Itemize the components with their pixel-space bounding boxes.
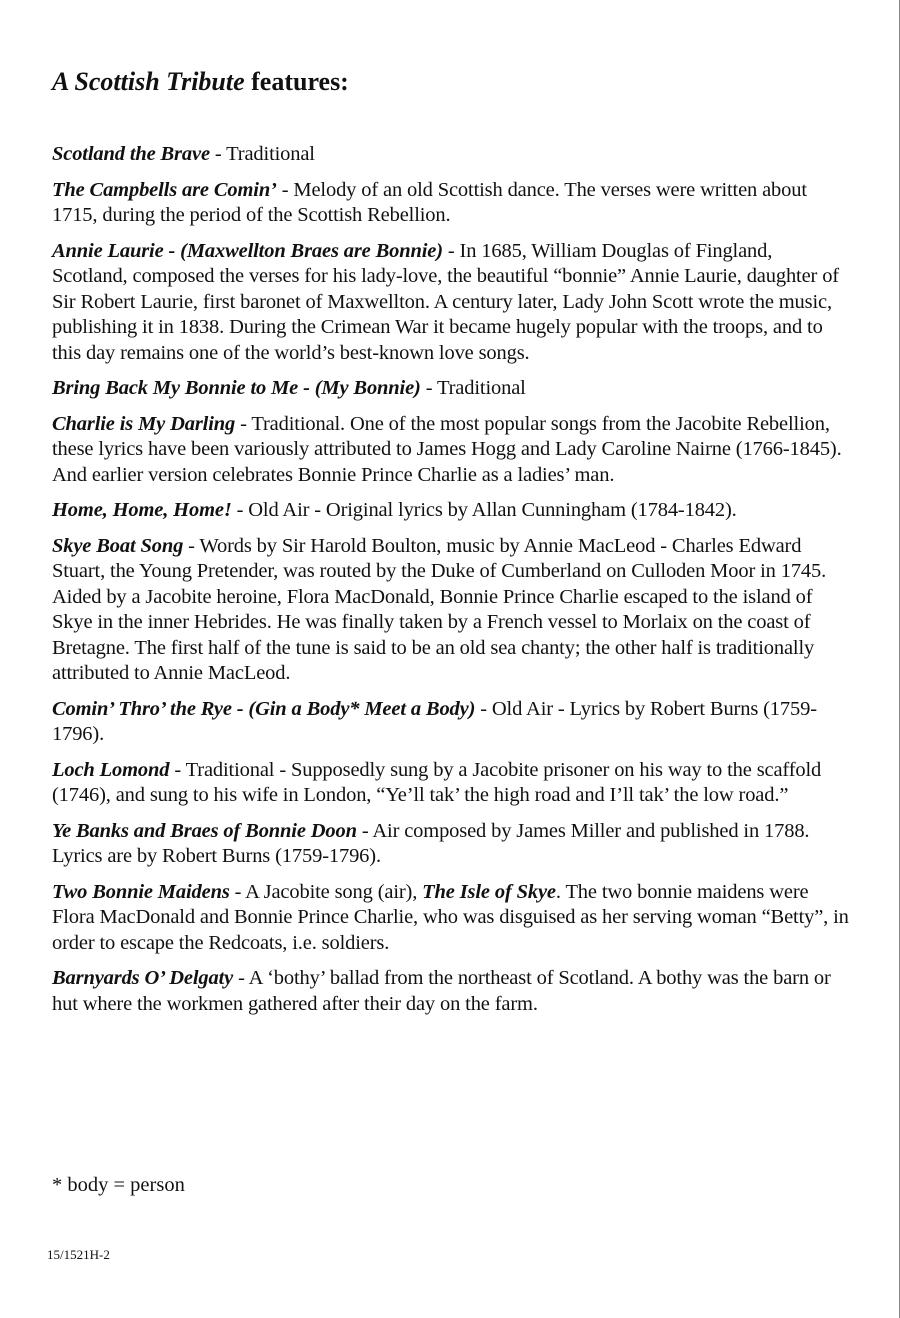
song-description: - Traditional bbox=[420, 377, 526, 399]
song-description: - Melody of an old Scottish dance. The verses were written about 1715, during the period of the Scottish Rebellion. bbox=[52, 178, 807, 226]
song-description: - Old Air - Original lyrics by Allan Cunningham (1784-1842). bbox=[231, 499, 737, 521]
heading-title-rest: features: bbox=[244, 67, 349, 96]
song-entry bbox=[52, 966, 852, 1017]
song-title-secondary: The Isle of Skye bbox=[422, 880, 556, 903]
song-entry bbox=[52, 178, 852, 229]
song-entry bbox=[52, 376, 852, 402]
song-title: Charlie is My Darling bbox=[52, 412, 236, 435]
footnote: * body = person bbox=[52, 1174, 185, 1196]
song-description: - Air composed by James Miller and published in 1788. Lyrics are by Robert Burns (1759-1796). bbox=[52, 819, 810, 867]
song-title: Ye Banks and Braes of Bonnie Doon bbox=[52, 819, 357, 842]
song-entry bbox=[52, 239, 852, 367]
song-entry bbox=[52, 697, 852, 748]
song-title: Comin’ Thro’ the Rye - (Gin a Body* Meet a Body) bbox=[52, 697, 476, 720]
song-description: - Traditional bbox=[209, 143, 315, 165]
song-title: The Campbells are Comin’ bbox=[52, 178, 277, 201]
song-description: - A Jacobite song (air), bbox=[229, 880, 423, 903]
song-description-continued: . The two bonnie maidens were Flora MacDonald and Bonnie Prince Charlie, who was disguised as her serving woman “Betty”, in order to escape the Redcoats, i.e. soldiers. bbox=[52, 880, 849, 954]
page-heading bbox=[52, 64, 349, 100]
song-description: - Traditional - Supposedly sung by a Jacobite prisoner on his way to the scaffold (1746), and sung to his wife in London, “Ye’ll tak’ the high road and I’ll tak’ the low road.” bbox=[52, 758, 822, 806]
song-description: - Traditional. One of the most popular songs from the Jacobite Rebellion, these lyrics have been variously attributed to James Hogg and Lady Caroline Nairne (1766-1845). And earlier version celebrates Bonnie Prince Charlie as a ladies’ man. bbox=[52, 412, 842, 486]
song-entry bbox=[52, 880, 852, 957]
song-title: Loch Lomond bbox=[52, 758, 170, 781]
song-entry bbox=[52, 498, 852, 524]
song-entry bbox=[52, 534, 852, 687]
song-title: Scotland the Brave bbox=[52, 143, 210, 165]
song-title: Barnyards O’ Delgaty bbox=[52, 967, 234, 989]
song-title: Bring Back My Bonnie to Me - (My Bonnie) bbox=[52, 377, 421, 399]
heading-title-italic: A Scottish Tribute bbox=[52, 67, 245, 96]
song-description: - A ‘bothy’ ballad from the northeast of Scotland. A bothy was the barn or hut where the workmen gathered after their day on the farm. bbox=[52, 967, 831, 1015]
song-description: - Old Air - Lyrics by Robert Burns (1759-1796). bbox=[52, 697, 817, 745]
song-title: Annie Laurie - (Maxwellton Braes are Bonnie) bbox=[52, 239, 443, 262]
song-entry bbox=[52, 819, 852, 870]
song-entry bbox=[52, 758, 852, 809]
song-list bbox=[52, 142, 852, 1027]
song-description: - In 1685, William Douglas of Fingland, Scotland, composed the verses for his lady-love, the beautiful “bonnie” Annie Laurie, daughter of Sir Robert Laurie, first baronet of Maxwellton. A century later, Lady John Scott wrote the music, publishing it in 1838. During the Crimean War it became hugely popular with the troops, and to this day remains one of the world’s best-known love songs. bbox=[52, 239, 839, 364]
song-title: Home, Home, Home! bbox=[52, 499, 232, 521]
catalog-number: 15/1521H-2 bbox=[47, 1247, 110, 1262]
song-entry bbox=[52, 142, 852, 168]
song-entry bbox=[52, 412, 852, 489]
song-description: - Words by Sir Harold Boulton, music by Annie MacLeod - Charles Edward Stuart, the Young Pretender, was routed by the Duke of Cumberland on Culloden Moor in 1745. Aided by a Jacobite heroine, Flora MacDonald, Bonnie Prince Charlie escaped to the island of Skye in the inner Hebrides. He was finally taken by a French vessel to Morlaix on the coast of Bretagne. The first half of the tune is said to be an old sea chanty; the other half is traditionally attributed to Annie MacLeod. bbox=[52, 534, 827, 684]
song-title: Skye Boat Song bbox=[52, 534, 184, 557]
song-title: Two Bonnie Maidens bbox=[52, 880, 230, 903]
